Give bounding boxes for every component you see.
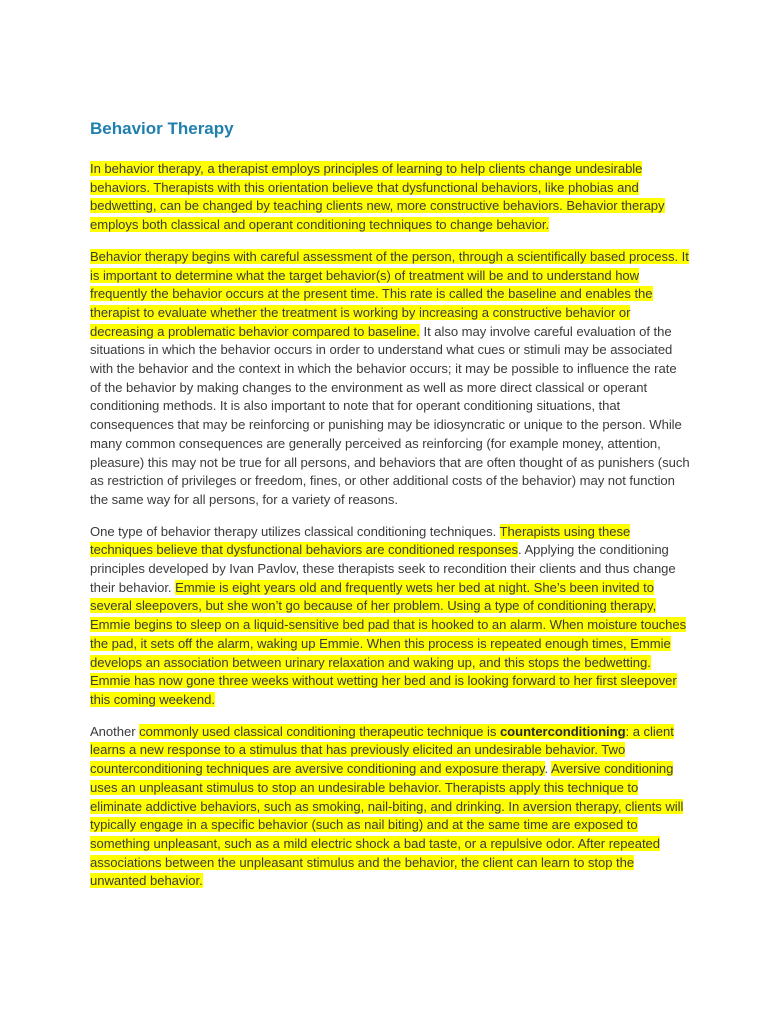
body-text: . <box>544 761 551 777</box>
bold-term: counterconditioning <box>499 723 626 739</box>
highlighted-text: : a client learns a new response to a stimulus that has previously elicited an undesirable behavior. Two counterconditioning techniques are aversive conditioning and exposure therapy <box>90 723 674 777</box>
document-title: Behavior Therapy <box>90 119 234 138</box>
body-text: One type of behavior therapy utilizes classical conditioning techniques. <box>90 523 500 539</box>
paragraph-3 <box>90 523 690 710</box>
highlighted-text: Behavior therapy begins with careful assessment of the person, through a scientifically based process. It is important to determine what the target behavior(s) of treatment will be and to understand how frequently the behavior occurs at the present time. This rate is called the baseline and enables the therapist to evaluate whether the treatment is working by increasing a constructive behavior or decreasing a problematic behavior compared to baseline. <box>90 248 689 339</box>
body-text: . Applying the conditioning principles developed by Ivan Pavlov, these therapists seek to recondition their clients and thus change their behavior. <box>90 542 676 595</box>
highlighted-text: commonly used classical conditioning therapeutic technique is <box>139 723 500 739</box>
highlighted-text: Aversive conditioning uses an unpleasant stimulus to stop an undesirable behavior. Therapists apply this technique to eliminate addictive behaviors, such as smoking, nail-biting, and drinking. In aversion therapy, clients will typically engage in a specific behavior (such as nail biting) and at the same time are exposed to something unpleasant, such as a mild electric shock a bad taste, or a repulsive odor. After repeated associations between the unpleasant stimulus and the behavior, the client can learn to stop the unwanted behavior. <box>90 761 684 889</box>
body-text: Another <box>90 723 140 739</box>
paragraph-4 <box>90 723 690 891</box>
highlighted-text <box>500 724 626 739</box>
document-page <box>90 118 690 904</box>
body-text: It also may involve careful evaluation of the situations in which the behavior occurs in order to understand what cues or stimuli may be associated with the behavior and the context in which the behavior occurs; it may be possible to influence the rate of the behavior by making changes to the environment as well as more direct classical or operant conditioning methods. It is also important to note that for operant conditioning situations, that consequences that may be reinforcing or punishing may be idiosyncratic or unique to the person. While many common consequences are generally perceived as reinforcing (for example money, attention, pleasure) this may not be true for all persons, and behaviors that are often thought of as punishers (such as restriction of privileges or freedom, fines, or other additional costs of the behavior) may not function the same way for all persons, for a variety of reasons. <box>90 323 690 507</box>
paragraph-1 <box>90 160 690 235</box>
highlighted-text: Emmie is eight years old and frequently wets her bed at night. She’s been invited to several sleepovers, but she won’t go because of her problem. Using a type of conditioning therapy, Emmie begins to sleep on a liquid-sensitive bed pad that is hooked to an alarm. When moisture touches the pad, it sets off the alarm, waking up Emmie. When this process is repeated enough times, Emmie develops an association between urinary relaxation and waking up, and this stops the bedwetting. Emmie has now gone three weeks without wetting her bed and is looking forward to her first sleepover this coming weekend. <box>90 579 687 707</box>
paragraph-2 <box>90 248 690 510</box>
highlighted-text: In behavior therapy, a therapist employs principles of learning to help clients change undesirable behaviors. Therapists with this orientation believe that dysfunctional behaviors, like phobias and bedwetting, can be changed by teaching clients new, more constructive behaviors. Behavior therapy employs both classical and operant conditioning techniques to change behavior. <box>90 161 665 233</box>
highlighted-text: Therapists using these techniques believe that dysfunctional behaviors are conditioned responses <box>90 523 631 558</box>
